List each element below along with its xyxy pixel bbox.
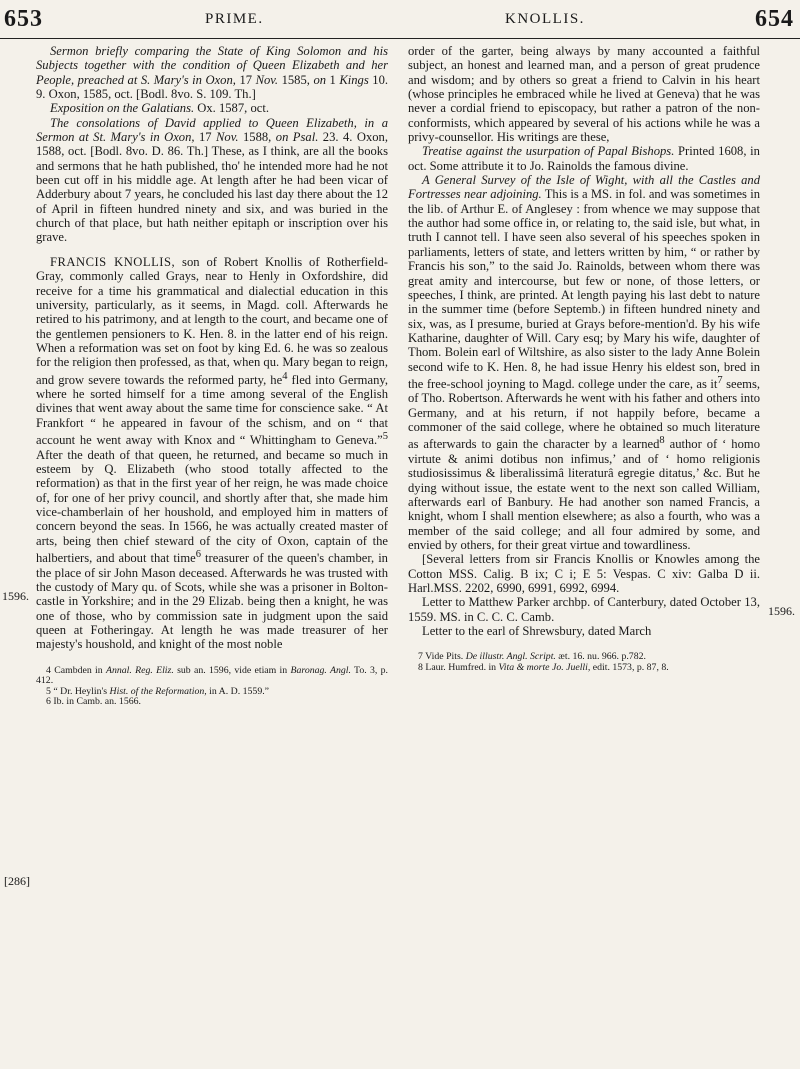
right-page-number: 654 <box>755 6 794 32</box>
footnote-ref-6: 6 <box>195 549 201 561</box>
paragraph-francis-knollis: FRANCIS KNOLLIS, son of Robert Knollis of Rotherfield-Gray, commonly called Grays, near to Henly in Oxfordshire, did receive for a time his grammatical and dialectial education in this university, particularly, as it seems, in Magd. coll. Afterwards he retired to his patrimony, and at length to the court, and became one of the gentlemen pensioners to K. Hen. 8. in the latter end of his reign. When a reformation was set on foot by king Ed. 6. he was so zealous for the religion then professed, as that, when qu. Mary began to reign, and grow severe towards the reformed party, $he^4$ fled into Germany, where he sorted himself for a time among several of the English divines that went away about the same time for conscience sake. “ At Frankfort “ he appeared in favour of the schism, and on “ that account he went away with Knox and “ Whittingham to Geneva.”$^5$ After the death of that queen, he returned, and became so much in esteem by Q. Elizabeth (who stood totally affected to the reformation) as that in the first year of her reign, he was made choice of, for one of her privy council, and shortly after that, she made him vice-chamberlain of her houshold, and employed him in matters of concern beyond the seas. In 1566, he was actually created master of arts, being then chief steward of the city of Oxon, captain of the halbertiers, and about that time$^6$ treasurer of the queen's chamber, in the place of sir John Mason deceased. Afterwards he was trusted with the custody of Mary qu. of Scots, while she was a prisoner in Bolton-castle in Yorkshire; and in the 29 Elizab. being then a knight, he was one of those, who by commission sate in judgment upon the said queen at Fotheringay. At length he was made treasurer of her majesty's houshold, and knight of the most noble <box>36 254 388 652</box>
margin-year-left: 1596. <box>2 589 29 603</box>
footnote-ref-7: 7 <box>717 374 723 386</box>
footnote-6: 6 Ib. in Camb. an. 1566. <box>46 696 141 708</box>
paragraph-shrewsbury-letter: Letter to the earl of Shrewsbury, dated March <box>422 624 652 639</box>
footnote-ref-4: 4 <box>282 370 288 382</box>
margin-year-right: 1596. <box>768 604 795 618</box>
right-footnotes <box>408 652 760 673</box>
footnote-ref-5: 5 <box>382 431 388 443</box>
right-column <box>408 44 760 674</box>
paragraph-parker-letter: Letter to Matthew Parker archbp. of Canterbury, dated October 13, 1559. MS. in C. C. C. Camb. <box>408 595 760 624</box>
left-page-number: 653 <box>4 6 43 32</box>
left-running-title: PRIME. <box>205 11 264 27</box>
margin-bracket-left: [286] <box>4 874 30 888</box>
header-rule <box>0 38 800 39</box>
footnote-5: 5 “ Dr. Heylin's Hist. of the Reformation, in A. D. 1559.” <box>46 685 270 697</box>
footnote-8: 8 Laur. Humfred. in Vita & morte Jo. Juelli, edit. 1573, p. 87, 8. <box>418 662 669 674</box>
paragraph-treatise: Treatise against the usurpation of Papal Bishops. Printed 1608, in oct. Some attribute it to Jo. Rainolds the famous divine. <box>408 144 760 173</box>
paragraph-cotton-letters: [Several letters from sir Francis Knollis or Knowles among the Cotton MSS. Calig. B ix; C i; E 5: Vespas. C xiv: Galba D ii. Harl.MSS. 2202, 6990, 6991, 6992, 6994. <box>408 552 760 596</box>
paragraph-survey: A General Survey of the Isle of Wight, with all the Castles and Fortresses near adjoining. This is a MS. in fol. and was sometimes in the lib. of Arthur E. of Anglesey : from whence we may suppose that the author had some office in, or relating to, the said isle, but what, in truth I cannot tell. I have seen also several of his speeches spoken in parliaments, letters of state, and letters written by him, “ or rather by Francis his son,” to the said Jo. Rainolds, between whom there was great amity and intercourse, but few or none, of those letters, or speeches, I think, are printed. At length paying his last debt to nature in the summer time (before Septemb.) in fifteen hundred ninety and six, was, as I presume, buried at Grays before-mention'd. By his wife Katharine, daughter of Will. Cary esq; by Mary his wife, daughter of Thom. Bolein earl of Wiltshire, as also sister to the lady Anne Bolein second wife to K. Hen. 8, he had issue Henry his eldest son, bred in the free-school joyning to Magd. college under the care, as $it^7$ seems, of Tho. Robertson. Afterwards he went with his father and others into Germany, and at his return, if not happily before, became a commoner of the said college, where he obtained so much literature as afterwards to gain the character by a learned$^8$ author of ‘ homo virtute & animi dotibus non infimus,’ and of ‘ homo religionis studiosissimus & liberalissimâ literaturâ egregie ditatus,’ &c. But he dying without issue, the estate went to the next son called William, afterwards earl of Banbury. He had another son named Francis, a knight, whom I shall mention elsewhere; as also a fourth, who was a member of the said college; and all four admired by some, and envied by others, for their great virtue and towardliness. <box>408 173 761 553</box>
left-column <box>36 44 388 708</box>
footnote-7: 7 Vide Pits. De illustr. Angl. Script. æt. 16. nu. 966. p.782. <box>418 651 646 663</box>
right-running-title: KNOLLIS. <box>505 11 585 27</box>
footnote-ref-8: 8 <box>659 435 665 447</box>
paragraph-garter: order of the garter, being always by many accounted a faithful subject, an honest and learned man, and a person of great prudence and wisdom; and by others so great a friend to Calvin in his heart (whose principles he embraced while he lived at Geneva) that he was never a cordial friend to episcopacy, but rather a patron of the non-conformists, which appeared by several of his actions while he was a privy-counsellor. His writings are these, <box>408 44 760 145</box>
paragraph-sermon-solomon: Sermon briefly comparing the State of King Solomon and his Subjects together with the condition of Queen Elizabeth and her People, preached at S. Mary's in Oxon, 17 Nov. 1585, on 1 Kings 10. 9. Oxon, 1585, oct. [Bodl. 8vo. S. 109. Th.] <box>36 44 389 102</box>
page-header <box>0 0 800 40</box>
paragraph-consolations: The consolations of David applied to Queen Elizabeth, in a Sermon at St. Mary's in Oxon, 17 Nov. 1588, on Psal. 23. 4. Oxon, 1588, oct. [Bodl. 8vo. D. 86. Th.] These, as I think, are all the books and sermons that he hath published, tho' he intended more had he not been cut off in his middle age. At length after he had been vicar of Adderbury about 7 years, he concluded his last day there about the 12 of April in fifteen hundred ninety and six, and was buried in the church of that place, but hath neither epitaph or inscription over his grave. <box>36 115 388 245</box>
paragraph-galatians: Exposition on the Galatians. Ox. 1587, oct. <box>50 101 269 116</box>
footnote-4: 4 Cambden in Annal. Reg. Eliz. sub an. 1596, vide etiam in Baronag. Angl. To. 3, p. 412. <box>36 664 388 687</box>
left-footnotes <box>36 666 388 708</box>
